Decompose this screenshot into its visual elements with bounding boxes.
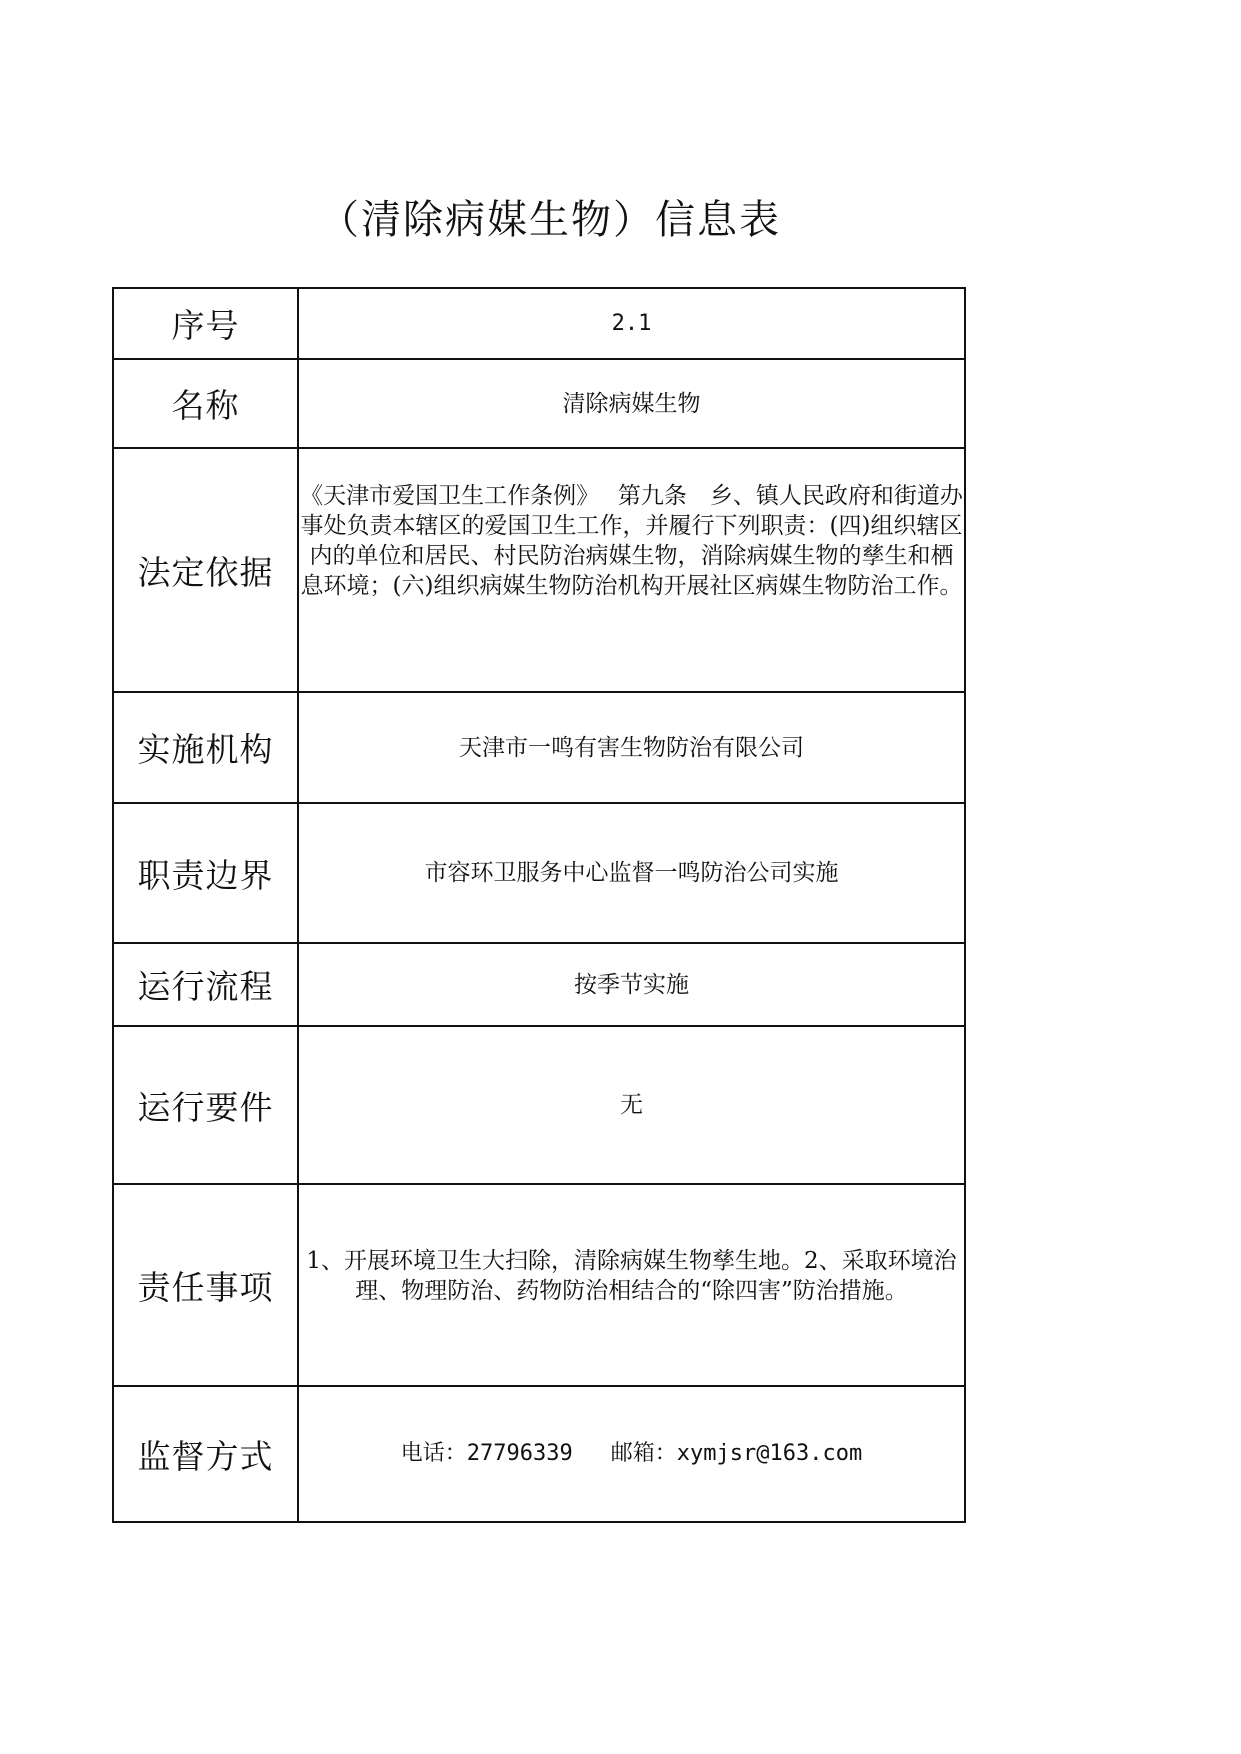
row-value-name: 清除病媒生物 [298, 359, 965, 448]
table-row [113, 359, 965, 448]
info-table [112, 287, 966, 1523]
row-label-supervision: 监督方式 [113, 1386, 298, 1522]
contact-email: 邮箱：xymjsr@163.com [610, 1441, 863, 1466]
row-label-serial: 序号 [113, 288, 298, 359]
row-label-agency: 实施机构 [113, 692, 298, 803]
table-row [113, 803, 965, 943]
duties-text: 1、开展环境卫生大扫除，清除病媒生物孳生地。2、采取环境治理、物理防治、药物防治相结合的“除四害”防治措施。 [306, 1248, 957, 1304]
row-label-duties: 责任事项 [113, 1184, 298, 1386]
table-row [113, 692, 965, 803]
table-row [113, 1026, 965, 1184]
row-value-legal-basis [298, 448, 965, 692]
row-label-requirements: 运行要件 [113, 1026, 298, 1184]
row-value-responsibility-boundary: 市容环卫服务中心监督一鸣防治公司实施 [298, 803, 965, 943]
table-row [113, 448, 965, 692]
row-value-duties [298, 1184, 965, 1386]
row-label-responsibility-boundary: 职责边界 [113, 803, 298, 943]
table-row [113, 288, 965, 359]
table-row [113, 943, 965, 1026]
table-row [113, 1184, 965, 1386]
table-row [113, 1386, 965, 1522]
row-value-process: 按季节实施 [298, 943, 965, 1026]
row-value-agency: 天津市一鸣有害生物防治有限公司 [298, 692, 965, 803]
row-label-name: 名称 [113, 359, 298, 448]
row-value-supervision [298, 1386, 965, 1522]
row-value-requirements: 无 [298, 1026, 965, 1184]
row-value-serial: 2.1 [298, 288, 965, 359]
row-label-legal-basis: 法定依据 [113, 448, 298, 692]
contact-phone: 电话：27796339 [400, 1441, 573, 1466]
row-label-process: 运行流程 [113, 943, 298, 1026]
legal-basis-text: 《天津市爱国卫生工作条例》 第九条 乡、镇人民政府和街道办事处负责本辖区的爱国卫生工作，并履行下列职责：(四)组织辖区内的单位和居民、村民防治病媒生物，消除病媒生物的孳生和栖息环境；(六)组织病媒生物防治机构开展社区病媒生物防治工作。 [300, 483, 963, 599]
page-title: （清除病媒生物）信息表 [319, 197, 781, 243]
